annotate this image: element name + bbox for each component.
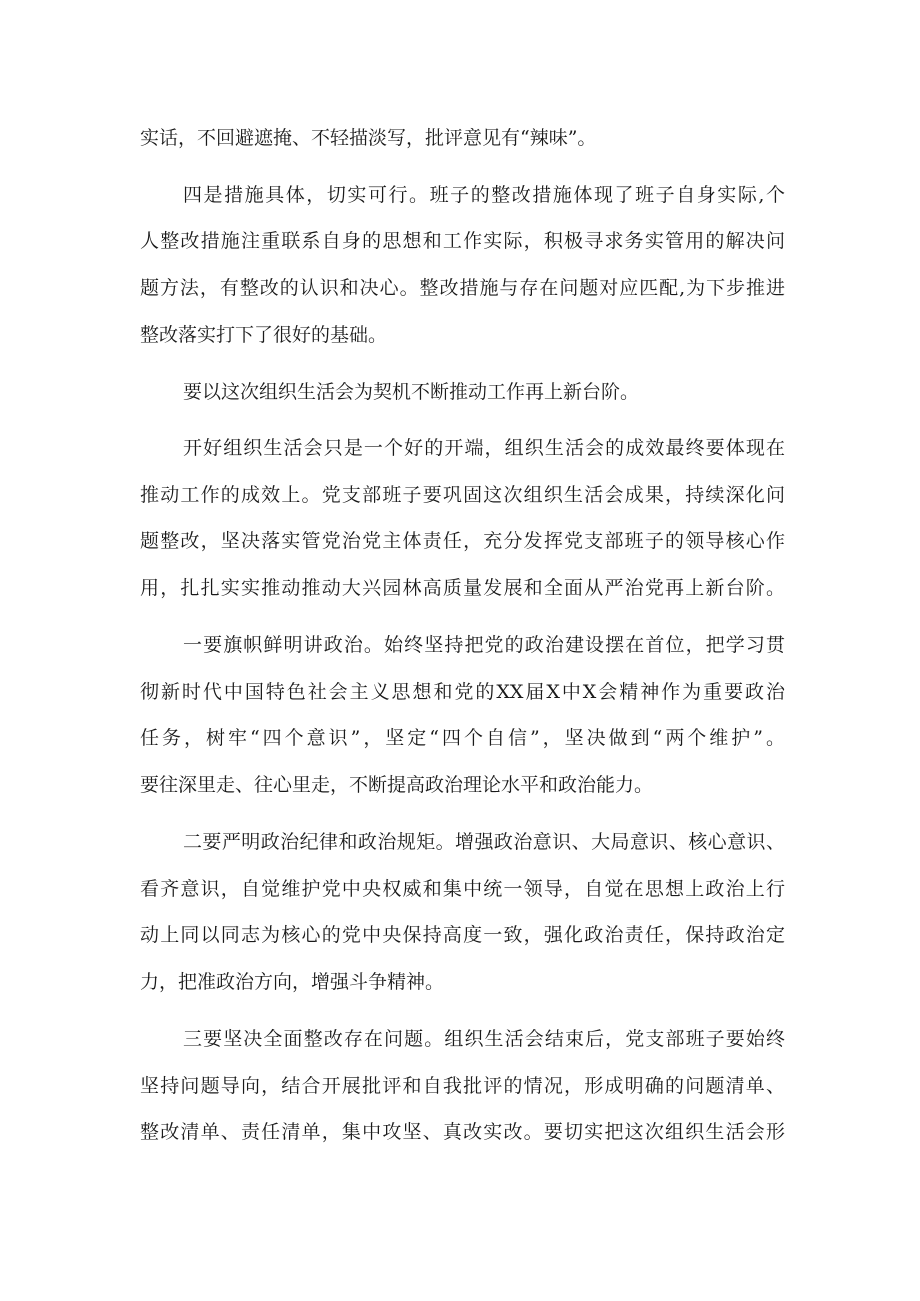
text-line: 题方法，有整改的认识和决心。整改措施与存在问题对应匹配,为下步推进 [140,277,785,299]
text-line: 用，扎扎实实推动推动大兴园林高质量发展和全面从严治党再上新台阶。 [140,577,785,599]
paragraph-first-line: 开好组织生活会只是一个好的开端，组织生活会的成效最终要体现在 [183,437,785,459]
text-line: 看齐意识，自觉维护党中央权威和集中统一领导，自觉在思想上政治上行 [140,878,785,900]
text-line: 题整改，坚决落实管党治党主体责任，充分发挥党支部班子的领导核心作 [140,530,785,552]
text-line: 力，把准政治方向，增强斗争精神。 [140,971,445,993]
paragraph-first-line: 三要坚决全面整改存在问题。组织生活会结束后，党支部班子要始终 [183,1028,785,1050]
text-line: 整改落实打下了很好的基础。 [140,324,388,346]
paragraph-first-line: 一要旗帜鲜明讲政治。始终坚持把党的政治建设摆在首位，把学习贯 [183,634,785,656]
text-line: 动上同以同志为核心的党中央保持高度一致，强化政治责任，保持政治定 [140,924,785,946]
text-line: 整改清单、责任清单，集中攻坚、真改实改。要切实把这次组织生活会形 [140,1121,785,1143]
text-line: 要往深里走、往心里走，不断提高政治理论水平和政治能力。 [140,774,654,796]
text-line: 推动工作的成效上。党支部班子要巩固这次组织生活会成果，持续深化问 [140,484,785,506]
paragraph-first-line: 二要严明政治纪律和政治规矩。增强政治意识、大局意识、核心意识、 [183,831,785,853]
text-line: 任务，树牢“四个意识”，坚定“四个自信”，坚决做到“两个维护”。 [140,727,785,749]
text-line: 彻新时代中国特色社会主义思想和党的XX届X中X会精神作为重要政治 [140,681,785,703]
paragraph-first-line: 四是措施具体，切实可行。班子的整改措施体现了班子自身实际,个 [183,184,785,206]
text-line: 坚持问题导向，结合开展批评和自我批评的情况，形成明确的问题清单、 [140,1075,785,1097]
section-heading: 要以这次组织生活会为契机不断推动工作再上新台阶。 [183,381,640,403]
text-line: 实话，不回避遮掩、不轻描淡写，批评意见有“辣味”。 [140,127,597,149]
text-line: 人整改措施注重联系自身的思想和工作实际，积极寻求务实管用的解决问 [140,230,785,252]
